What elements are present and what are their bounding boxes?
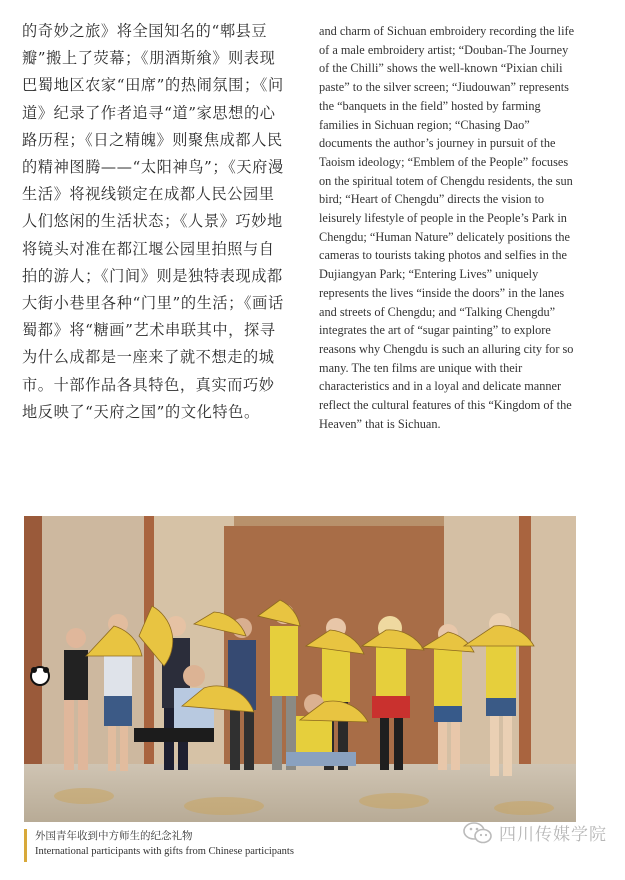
group-photo (24, 516, 576, 822)
wechat-icon (463, 821, 493, 845)
chinese-column (22, 18, 286, 426)
caption-chinese: 外国青年收到中方师生的纪念礼物 (35, 830, 193, 842)
english-paragraph: and charm of Sichuan embroidery recording the life of a male embroidery artist; “Douban-The Journey of the Chilli” shows the well-known “Pixian chili paste” to the silver screen; “Jiudouwan” represents the “banquets in the field” hosted by farming families in Sichuan region; “Chasing Dao” documents the author’s journey in pursuit of the Taoism ideology; “Emblem of the People” focuses on the spiritual totem of Chengdu residents, the sun bird; “Heart of Chengdu” directs the vision to leisurely lifestyle of people in the People’s Park in Chengdu; “Human Nature” delicately positions the cameras to tourists taking photos and selfies in the Dujiangyan Park; “Entering Lives” uniquely represents the lives “inside the doors” in the lanes and streets of Chengdu; and “Talking Chengdu” integrates the art of “sugar painting” to explore reasons why Chengdu is such an alluring city for so many. The ten films are unique with their characteristics and in a loyal and delicate manner reflect the cultural features of this “Kingdom of the Heaven” that is Sichuan. (319, 24, 575, 431)
english-column (319, 22, 581, 433)
photo-caption (24, 829, 294, 862)
chinese-paragraph: 的奇妙之旅》将全国知名的“郫县豆瓣”搬上了荧幕；《朋酒斯飨》则表现巴蜀地区农家“田席”的热闹氛围；《问道》纪录了作者追寻“道”家思想的心路历程；《日之精魄》则聚焦成都人民的精神图腾——“太阳神鸟”；《天府漫生活》将视线锁定在成都人民公园里人们悠闲的生活状态；《人景》巧妙地将镜头对准在都江堰公园里拍照与自拍的游人；《门间》则是独特表现成都大街小巷里各种“门里”的生活；《画话蜀都》将“糖画”艺术串联其中，探寻为什么成都是一座来了就不想走的城市。十部作品各具特色，真实而巧妙地反映了“天府之国”的文化特色。 (22, 22, 284, 421)
caption-english: International participants with gifts from Chinese participants (35, 846, 294, 857)
watermark-text: 四川传媒学院 (499, 825, 607, 845)
watermark (463, 820, 607, 845)
